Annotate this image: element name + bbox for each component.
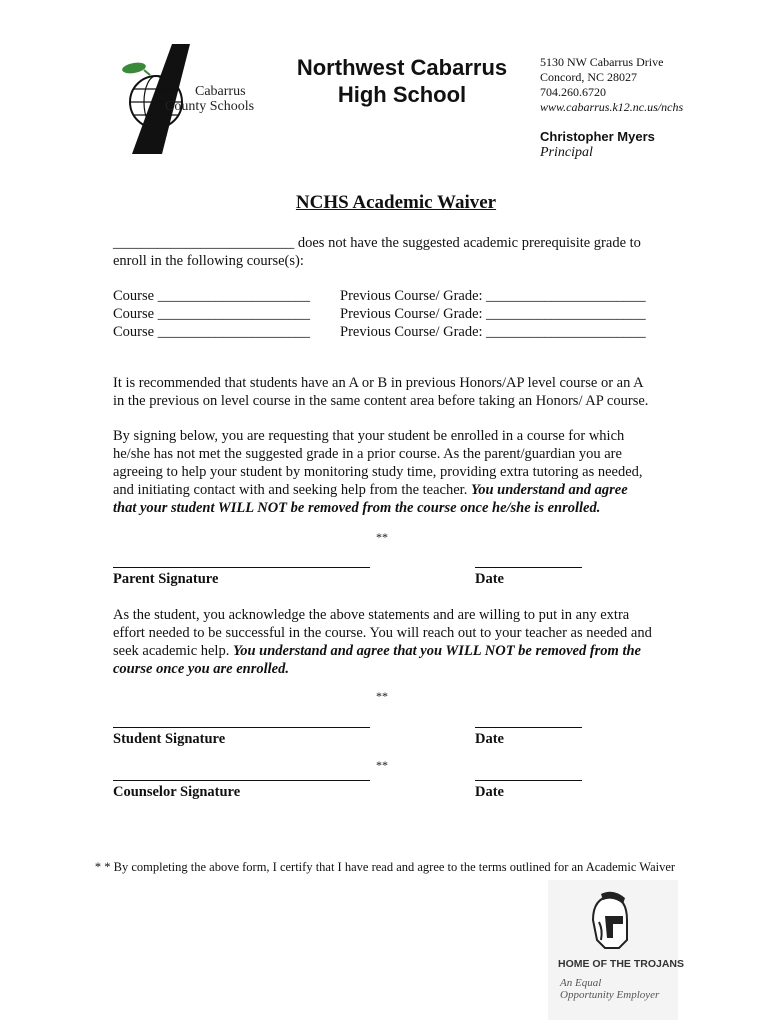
- course-row: [113, 287, 646, 305]
- parent-paragraph: By signing below, you are requesting that your student be enrolled in a course for which he/she has not met the suggested grade in a prior course. As the parent/guardian you are agreeing to help your student by monitoring study time, providing extra tutoring as needed, and initiating contact with and seeking help from the teacher. You understand and agree that your student WILL NOT be removed from the course once he/she is enrolled.: [113, 428, 643, 516]
- student-signature-line[interactable]: [113, 727, 370, 728]
- home-of-trojans: HOME OF THE TROJANS: [558, 958, 685, 970]
- principal-name: Christopher Myers: [540, 129, 655, 144]
- parent-signature-label: Parent Signature: [113, 571, 219, 587]
- school-website: www.cabarrus.k12.nc.us/nchs: [540, 100, 684, 114]
- counselor-date-line[interactable]: [475, 780, 582, 781]
- student-paragraph: As the student, you acknowledge the above statements and are willing to put in any extra effort needed to be successful in the course. You will reach out to your teacher as needed and seek academic help. You understand and agree that you WILL NOT be removed from the course once you are enrolled.: [113, 607, 652, 677]
- parent-date-line[interactable]: [475, 567, 582, 568]
- student-date-label: Date: [475, 731, 504, 747]
- stars-marker: **: [376, 689, 388, 703]
- parent-date-label: Date: [475, 571, 504, 587]
- parent-signature-line[interactable]: [113, 567, 370, 568]
- logo-text: Cabarrus County Schools: [165, 84, 255, 114]
- principal-title: Principal: [540, 145, 593, 160]
- previous-course-field[interactable]: Previous Course/ Grade: ______________________: [340, 306, 646, 322]
- stars-marker: **: [376, 530, 388, 544]
- course-field[interactable]: Course _____________________: [113, 306, 310, 322]
- school-name: Northwest Cabarrus High School: [296, 55, 508, 107]
- stars-marker: **: [376, 758, 388, 772]
- recommendation-paragraph: It is recommended that students have an A or B in previous Honors/AP level course or an A in the previous on level course in the same content area before taking an Honors/ AP course.: [113, 375, 649, 409]
- student-date-line[interactable]: [475, 727, 582, 728]
- course-row: [113, 305, 646, 323]
- counselor-signature-line[interactable]: [113, 780, 370, 781]
- previous-course-field[interactable]: Previous Course/ Grade: ______________________: [340, 288, 646, 304]
- previous-course-field[interactable]: Previous Course/ Grade: ______________________: [340, 324, 646, 340]
- principal-info: [540, 129, 655, 161]
- student-signature-label: Student Signature: [113, 731, 226, 747]
- course-field[interactable]: Course _____________________: [113, 288, 310, 304]
- course-row: [113, 323, 646, 341]
- intro-paragraph: _________________________ does not have the suggested academic prerequisite grade to enroll in the following course(s):: [113, 235, 641, 269]
- trojan-helmet-icon: [583, 890, 633, 952]
- form-title: NCHS Academic Waiver: [295, 192, 497, 213]
- school-address: 5130 NW Cabarrus Drive Concord, NC 28027 704.260.6720 www.cabarrus.k12.nc.us/nchs: [540, 55, 684, 114]
- certification-footer: * * By completing the above form, I certify that I have read and agree to the terms outlined for an Academic Waiver: [94, 860, 676, 874]
- course-list: [113, 287, 646, 341]
- course-field[interactable]: Course _____________________: [113, 324, 310, 340]
- equal-opportunity-text: An Equal Opportunity Employer: [560, 977, 660, 1001]
- counselor-signature-label: Counselor Signature: [113, 784, 241, 800]
- counselor-date-label: Date: [475, 784, 504, 800]
